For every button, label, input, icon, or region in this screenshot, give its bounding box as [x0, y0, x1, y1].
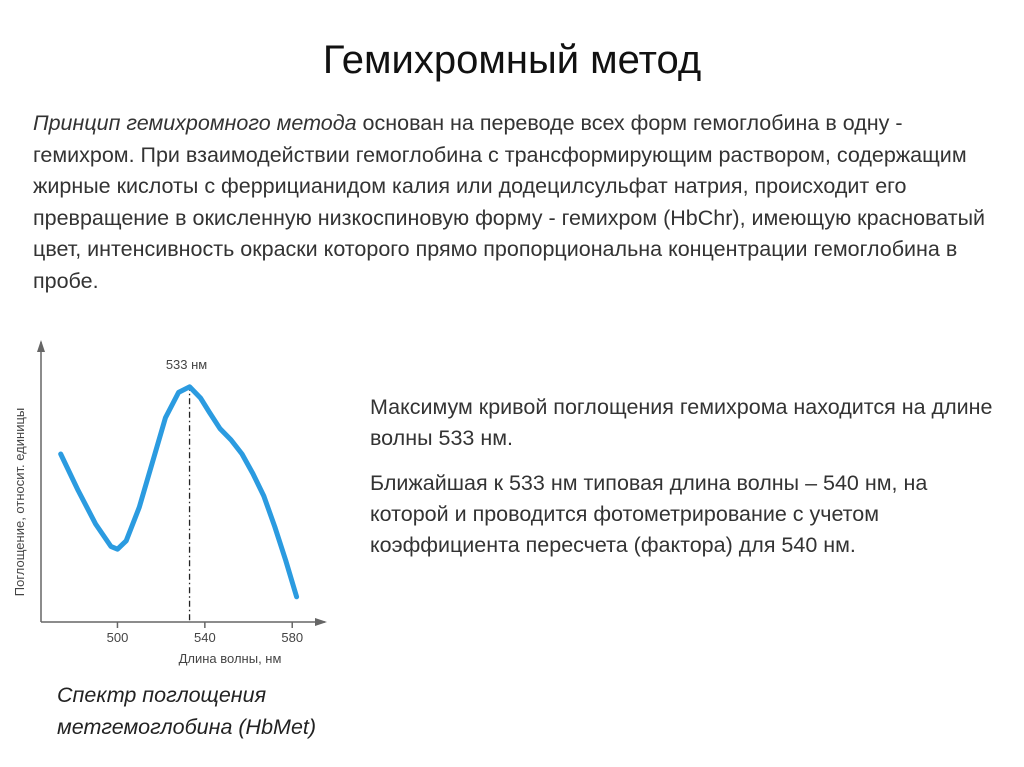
intro-paragraph: [33, 108, 993, 297]
absorption-spectrum-chart: [0, 330, 340, 675]
y-axis: [37, 340, 45, 622]
peak-paragraph: Максимум кривой поглощения гемихрома находится на длине волны 533 нм.: [370, 395, 993, 450]
x-tick-label: 500: [106, 630, 129, 645]
y-axis-label: Поглощение, относит. единицы: [12, 407, 27, 597]
peak-label: 533 нм: [165, 356, 208, 372]
chart-caption: Спектр поглощения метгемоглобина (HbMet): [57, 683, 317, 739]
slide-title: Гемихромный метод: [322, 38, 702, 82]
absorption-curve: [61, 387, 297, 597]
intro-lead: Принцип гемихромного метода: [33, 111, 357, 135]
x-tick-label: 540: [193, 630, 216, 645]
x-tick-label: 580: [281, 630, 304, 645]
x-ticks: [107, 622, 303, 645]
wavelength-paragraph: Ближайшая к 533 нм типовая длина волны – 540 нм, на которой и проводится фотометрирование с учетом коэффициента пересчета (фактора) для 540 нм.: [370, 471, 928, 557]
x-axis-label: Длина волны, нм: [178, 651, 282, 666]
intro-text: основан на переводе всех форм гемоглобина в одну - гемихром. При взаимодействии гемоглобина с трансформирующим раствором, содержащим жирные кислоты с феррицианидом калия или додецилсульфат натрия, происходит его превращение в окисленную низкоспиновую форму - гемихром (HbChr), имеющую красноватый цвет, интенсивность окраски которого прямо пропорциональна концентрации гемоглобина в пробе.: [33, 111, 986, 293]
x-axis: [41, 618, 327, 626]
